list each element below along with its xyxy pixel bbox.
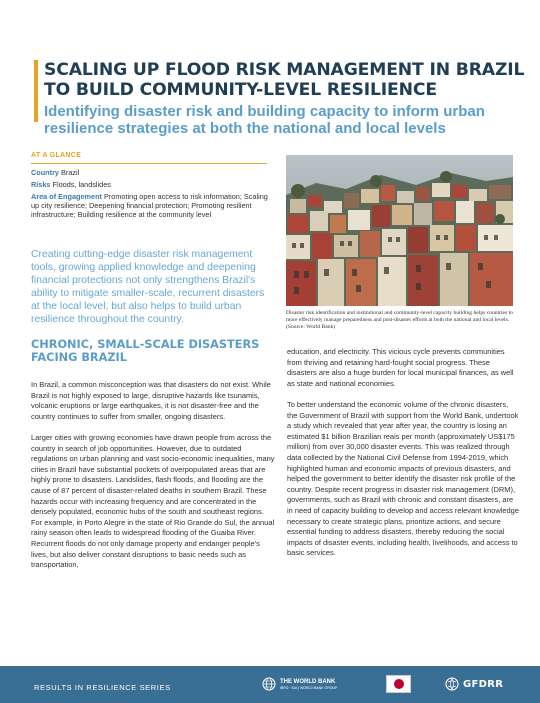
world-bank-subline: IBRD · IDA | WORLD BANK GROUP — [280, 685, 338, 690]
page-title: SCALING UP FLOOD RISK MANAGEMENT IN BRAZIL TO BUILD COMMUNITY-LEVEL RESILIENCE — [44, 60, 525, 100]
left-paragraph-2: Larger cities with growing economies have drawn people from across the country in search of job opportunities. However, due to outdated regulations on urban planning and vast socio-economic inequalities, many cities in Brazil have substantial pockets of overpopulated areas that are highly prone to disasters. Landslides, flash floods, and flooding are the cause of 87 percent of disaster-related deaths in southern Brazil. These hazards occur with increasing frequency and are concentrated in the densely populated, economic hubs of the south and southeast regions. For example, in Porto Alegre in the state of Rio Grande do Sul, the annual rainy season often leads to widespread flooding of the Guaiba River. Recurrent floods do not only damage property and endanger people's lives, but also deliver constant disruptions to basic needs such as transportation, — [31, 432, 275, 570]
glance-box — [31, 169, 275, 223]
japan-flag-sun — [394, 679, 404, 689]
glance-risks-value: Floods, landslides — [52, 179, 111, 189]
favela-photo-illustration — [286, 155, 513, 306]
intro-text: Creating cutting-edge disaster risk management tools, growing applied knowledge and deepening financial protections not only strengthens Brazil's ability to mitigate smaller-scale, recurrent disasters at the local level, but also helps to build urban resilience throughout the country. — [31, 249, 265, 326]
world-bank-logo — [262, 677, 337, 691]
glance-country-value: Brazil — [61, 168, 80, 177]
glance-area — [31, 193, 275, 220]
world-bank-globe-icon — [262, 677, 276, 691]
footer-series-label: RESULTS IN RESILIENCE SERIES — [34, 683, 171, 692]
glance-area-value: Promoting open access to risk information; Scaling up city resilience; Deepening financial protection; Promoting resilient infrastructure; Building resilience at the community level — [31, 191, 268, 219]
right-paragraph-2: To better understand the economic volume of the chronic disasters, the Government of Brazil with support from the World Bank, undertook a study which revealed that year after year, the country is losing an estimated $1 billion Brazilian reais per month (approximately US$175 million) from over 30,000 disaster events. This was realized through data collected by the National Civil Defense from 1994-2019, which highlighted human and economic impacts of previous disasters, and helped the government to better identify the disaster risk profile of the country. Despite recent progress in disaster risk management (DRM), governments, such as Brazil with chronic and constant disasters, are in need of capacity building to develop and access relevant knowledge necessary to create strategic plans, prioritize actions, and secure essential funding to address disasters, thereby reducing the social impacts of disaster events, including health, livelihoods, and access to basic services. — [287, 399, 519, 558]
page-subtitle: Identifying disaster risk and building capacity to inform urban resilience strategies at both the national and local levels — [44, 103, 485, 137]
favela-photo — [286, 155, 513, 306]
gfdrr-globe-icon — [445, 677, 459, 691]
world-bank-name: THE WORLD BANK — [280, 678, 336, 685]
left-paragraph-1: In Brazil, a common misconception was that disasters do not exist. While Brazil is not highly exposed to large, disruptive hazards like tsunamis, volcanic eruptions or large earthquakes, it is not disaster-free and the country continues to suffer from smaller, ongoing disasters. — [31, 380, 271, 421]
right-column — [287, 347, 519, 569]
photo-caption: Disaster risk identification and institutional and community-level capacity building helps countries to more effectively manage preparedness and post-disaster efforts at both the national and local levels. (Source: World Bank) — [286, 310, 513, 331]
glance-country — [31, 169, 275, 178]
glance-risks-label: Risks — [31, 179, 51, 189]
japan-flag-icon — [386, 675, 411, 693]
left-column — [31, 380, 275, 581]
glance-divider — [31, 163, 267, 164]
glance-area-label: Area of Engagement — [31, 191, 102, 201]
right-paragraph-1: education, and electricity. This vicious cycle prevents communities from thriving and retaining hard-fought social progress. These disasters are also a huge burden for local municipal finances, as well as state and national economies. — [287, 347, 514, 388]
glance-heading: AT A GLANCE — [31, 152, 82, 159]
glance-risks — [31, 181, 275, 190]
gfdrr-logo — [445, 677, 503, 691]
glance-country-label: Country — [31, 168, 59, 177]
title-accent-bar — [34, 60, 38, 122]
section-title: CHRONIC, SMALL-SCALE DISASTERS FACING BRAZIL — [31, 338, 260, 364]
gfdrr-name: GFDRR — [463, 678, 504, 690]
